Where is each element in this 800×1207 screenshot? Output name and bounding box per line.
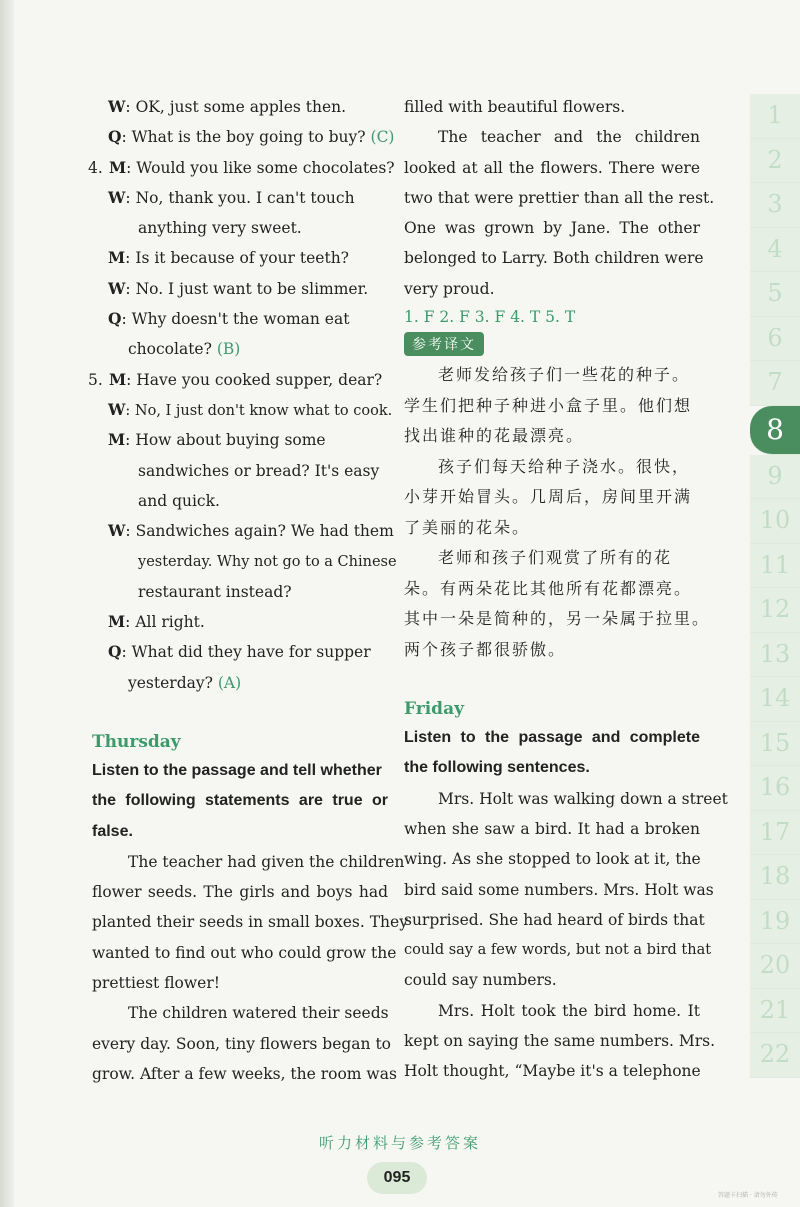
translation-line: 其中一朵是简种的，另一朵属于拉里。	[404, 609, 711, 629]
chapter-tab[interactable]: 18	[750, 855, 800, 900]
dialogue-line: chocolate? (B)	[128, 340, 241, 359]
chapter-tab[interactable]: 2	[750, 139, 800, 184]
book-spine	[0, 0, 14, 1207]
passage-line: Holt thought, “Maybe it's a telephone	[404, 1062, 701, 1081]
passage-line: could say a few words, but not a bird that	[404, 942, 712, 959]
page-number: 095	[367, 1162, 427, 1194]
dialogue-line: W: OK, just some apples then.	[108, 97, 347, 116]
translation-line: 孩子们每天给种子浇水。很快，	[438, 456, 691, 476]
translation-line: 朵。有两朵花比其他所有花都漂亮。	[404, 578, 693, 598]
chapter-tab[interactable]: 13	[750, 633, 800, 678]
dialogue-line: yesterday. Why not go to a Chinese	[138, 554, 397, 571]
passage-line: very proud.	[404, 279, 495, 298]
dialogue-line: W: Sandwiches again? We had them	[108, 521, 394, 541]
passage-line: planted their seeds in small boxes. They	[92, 913, 408, 932]
dialogue-line: and quick.	[138, 491, 220, 510]
dialogue-line: 4. M: Would you like some chocolates?	[88, 157, 395, 177]
chapter-tab-active[interactable]: 8	[750, 406, 800, 455]
dialogue-line: sandwiches or bread? It's easy	[138, 461, 380, 480]
chapter-tab[interactable]: 14	[750, 677, 800, 722]
dialogue-line: anything very sweet.	[138, 219, 302, 238]
left-column	[88, 92, 408, 1089]
answer-b: (B)	[216, 340, 241, 359]
translation-line: 找出谁种的花最漂亮。	[404, 426, 585, 446]
instruction-line: Listen to the passage and complete	[404, 729, 700, 747]
instruction-line: false.	[92, 822, 133, 840]
instruction-line: Listen to the passage and tell whether	[92, 761, 382, 779]
passage-line: The teacher had given the children	[128, 852, 405, 871]
dialogue-line: W: No, I just don't know what to cook.	[108, 399, 393, 419]
answer-c: (C)	[370, 128, 395, 147]
chapter-tab[interactable]: 7	[750, 361, 800, 406]
dialogue-line: restaurant instead?	[138, 582, 292, 601]
dialogue-line: M: How about buying some	[108, 430, 326, 450]
section-heading-thursday: Thursday	[92, 731, 181, 752]
translation-badge: 参考译文	[404, 332, 484, 356]
dialogue-line: M: All right.	[108, 612, 205, 632]
passage-line: wing. As she stopped to look at it, the	[404, 850, 701, 869]
chapter-tab[interactable]: 5	[750, 272, 800, 317]
translation-line: 了美丽的花朵。	[404, 517, 531, 537]
chapter-tab[interactable]: 21	[750, 989, 800, 1034]
passage-line: Mrs. Holt took the bird home. It	[438, 1001, 700, 1020]
answer-key: 1. F 2. F 3. F 4. T 5. T	[404, 308, 576, 327]
translation-line: 老师发给孩子们一些花的种子。	[438, 365, 691, 385]
chapter-tab[interactable]: 16	[750, 766, 800, 811]
passage-line: every day. Soon, tiny flowers began to	[92, 1034, 392, 1053]
dialogue-line: Q: Why doesn't the woman eat	[108, 309, 350, 329]
passage-line: two that were prettier than all the rest.	[404, 188, 715, 207]
chapter-tab[interactable]: 20	[750, 944, 800, 989]
dialogue-line: M: Is it because of your teeth?	[108, 248, 349, 268]
passage-line: prettiest flower!	[92, 974, 220, 993]
passage-line: when she saw a bird. It had a broken	[404, 819, 700, 838]
passage-line: surprised. She had heard of birds that	[404, 910, 705, 929]
chapter-tab[interactable]: 1	[750, 94, 800, 139]
instruction-line: the following statements are true or	[92, 792, 388, 810]
chapter-tab[interactable]: 12	[750, 588, 800, 633]
dialogue-line: W: No. I just want to be slimmer.	[108, 278, 369, 298]
passage-line: could say numbers.	[404, 971, 557, 990]
chapter-tab[interactable]: 15	[750, 722, 800, 767]
passage-line: bird said some numbers. Mrs. Holt was	[404, 880, 714, 899]
chapter-tab[interactable]: 22	[750, 1033, 800, 1078]
answer-a: (A)	[217, 673, 242, 692]
passage-line: wanted to find out who could grow the	[92, 943, 397, 962]
passage-line: looked at all the flowers. There were	[404, 158, 700, 177]
passage-line: grow. After a few weeks, the room was	[92, 1064, 397, 1083]
dialogue-line: 5. M: Have you cooked supper, dear?	[88, 369, 383, 389]
passage-line: The teacher and the children	[438, 128, 700, 147]
passage-line: One was grown by Jane. The other	[404, 219, 700, 238]
passage-line: filled with beautiful flowers.	[404, 98, 626, 116]
section-heading-friday: Friday	[404, 699, 464, 720]
passage-line: kept on saying the same numbers. Mrs.	[404, 1032, 716, 1051]
passage-line: flower seeds. The girls and boys had	[92, 883, 388, 902]
dialogue-line: W: No, thank you. I can't touch	[108, 187, 355, 207]
dialogue-line: yesterday? (A)	[128, 673, 242, 692]
chapter-tabs	[750, 94, 800, 1078]
translation-line: 学生们把种子种进小盒子里。他们想	[404, 395, 693, 415]
chapter-tab[interactable]: 6	[750, 317, 800, 362]
chapter-tab[interactable]: 9	[750, 455, 800, 500]
dialogue-line: Q: What is the boy going to buy? (C)	[108, 127, 395, 147]
chapter-tab[interactable]: 4	[750, 228, 800, 273]
instruction-line: the following sentences.	[404, 759, 590, 777]
dialogue-line: Q: What did they have for supper	[108, 642, 371, 662]
passage-line: The children watered their seeds	[128, 1004, 389, 1023]
chapter-tab[interactable]: 10	[750, 499, 800, 544]
translation-line: 老师和孩子们观赏了所有的花	[438, 548, 673, 568]
passage-line: belonged to Larry. Both children were	[404, 249, 704, 268]
chapter-tab[interactable]: 17	[750, 811, 800, 856]
passage-line: Mrs. Holt was walking down a street	[438, 789, 728, 808]
chapter-tab[interactable]: 11	[750, 544, 800, 589]
footer-title: 听力材料与参考答案	[318, 1134, 481, 1152]
chapter-tab[interactable]: 19	[750, 900, 800, 945]
chapter-tab[interactable]: 3	[750, 183, 800, 228]
translation-line: 小芽开始冒头。几周后，房间里开满	[404, 487, 693, 507]
translation-line: 两个孩子都很骄傲。	[404, 639, 567, 659]
watermark: 答题卡扫描 · 请勿外传	[718, 1192, 778, 1199]
right-column	[404, 92, 728, 1087]
